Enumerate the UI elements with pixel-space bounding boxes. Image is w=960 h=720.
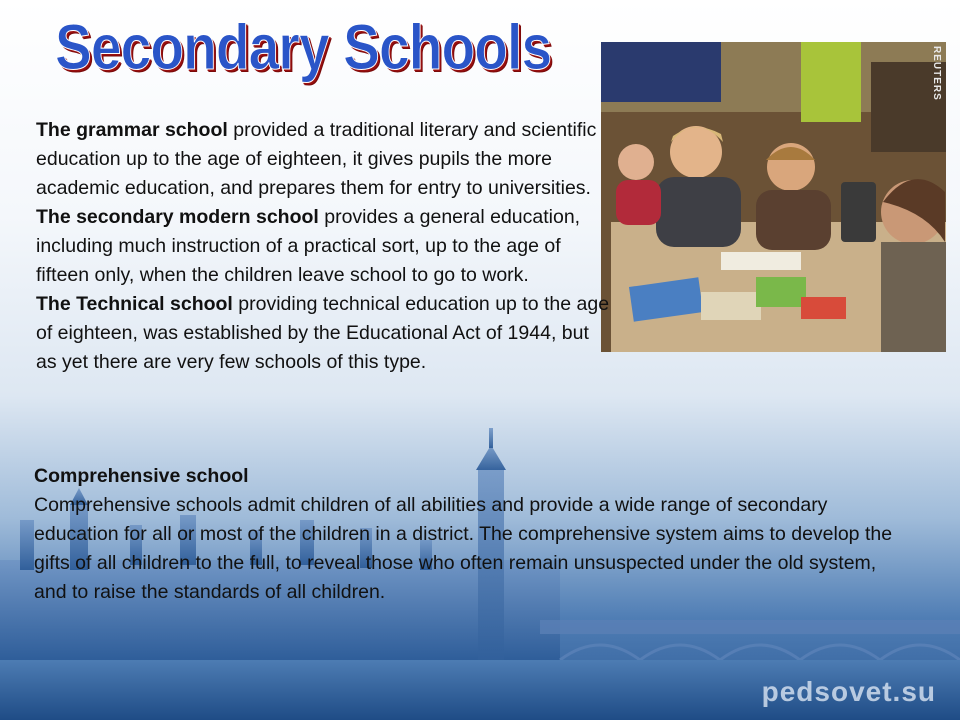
reuters-watermark: REUTERS [931,46,942,101]
bridge-arches [560,645,960,660]
school-types-text [36,116,611,377]
classroom-photo [601,42,946,352]
desc-technical-school: providing technical education up to the age of eighteen, was established by the Educational Act of 1944, but as yet there are very few schools of this type. [36,293,610,373]
paragraph-grammar-school [36,116,611,203]
comprehensive-section [34,462,914,607]
site-watermark: pedsovet.su [761,676,936,707]
desc-secondary-modern-school: provides a general education, including much instruction of a practical sort, up to the age of fifteen only, when the children leave school to go to work. [36,206,581,286]
comprehensive-text: Comprehensive schools admit children of all abilities and provide a wide range of secondary education for all or most of the children in a district. The comprehensive system aims to develop the gifts of all children to the full, to reveal those who often remain unsuspected under the old system, and to raise the standards of all children. [34,494,893,603]
paragraph-technical-school [36,290,611,377]
term-technical-school: The Technical school [36,293,233,315]
term-grammar-school: The grammar school [36,119,228,141]
comprehensive-heading: Comprehensive school [34,465,249,487]
paragraph-secondary-modern-school [36,203,611,290]
page-title: Secondary Schools [55,11,552,83]
desc-grammar-school: provided a traditional literary and scientific education up to the age of eighteen, it gives pupils the more academic education, and prepares them for entry to universities. [36,119,597,199]
classroom-illustration [601,42,946,352]
term-secondary-modern-school: The secondary modern school [36,206,319,228]
